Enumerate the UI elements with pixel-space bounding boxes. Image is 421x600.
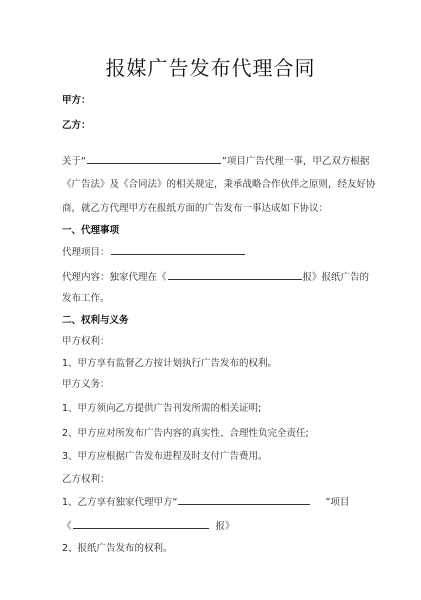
party-a-label: 甲方： (62, 95, 91, 106)
document-title: 报媒广告发布代理合同 (105, 56, 316, 80)
party-b-rights-item-2: 2、报纸广告发布的权利。 (62, 543, 173, 554)
party-a-duties-label: 甲方义务： (62, 379, 110, 390)
newspaper-name-blank[interactable] (168, 269, 302, 280)
party-b-project-blank[interactable] (178, 494, 310, 505)
agency-project-label: 代理项目： (62, 247, 110, 258)
party-a-duties-item-2: 2、甲方应对所发布广告内容的真实性、合理性负完全责任; (62, 428, 309, 439)
agency-project-blank[interactable] (111, 244, 245, 255)
party-b-rights-1-line2-suffix: 报》 (215, 521, 235, 532)
agency-content-prefix: 代理内容：独家代理在《 (62, 272, 167, 283)
party-b-newspaper-blank[interactable] (73, 518, 209, 529)
party-b-rights-label: 乙方权利： (62, 474, 110, 485)
intro-line-1 (62, 153, 369, 169)
intro-prefix: 关于“ (62, 156, 86, 167)
party-b-label: 乙方： (62, 120, 91, 131)
intro-line-3: 商，就乙方代理甲方在报纸方面的广告发布一事达成如下协议： (62, 203, 329, 214)
agency-content-line-2: 发布工作。 (62, 293, 110, 304)
party-a-rights-label: 甲方权利： (62, 336, 110, 347)
party-a-duties-item-1: 1、甲方须向乙方提供广告刊发所需的相关证明; (62, 403, 262, 414)
project-name-blank[interactable] (87, 153, 221, 164)
party-b-rights-item-1-line-2 (62, 518, 235, 534)
intro-line-2: 《广告法》及《合同法》的相关规定，秉承战略合作伙伴之原则，经友好协 (62, 179, 376, 190)
agency-project-line (62, 244, 246, 260)
section-1-heading: 一、代理事项 (62, 225, 120, 236)
agency-content-line (62, 269, 369, 285)
party-a-rights-item-1: 1、甲方享有监督乙方按计划执行广告发布的权利。 (62, 358, 278, 369)
section-2-heading: 二、权利与义务 (62, 315, 129, 326)
party-a-duties-item-3: 3、甲方应根据广告发布进程及时支付广告费用。 (62, 451, 268, 462)
intro-suffix: ”项目广告代理一事，甲乙双方根据 (221, 156, 370, 167)
party-b-rights-item-1 (62, 494, 349, 510)
party-b-rights-1-prefix: 1、乙方享有独家代理甲方“ (62, 497, 178, 508)
party-b-rights-1-suffix: ”项目 (325, 497, 350, 508)
party-b-rights-1-line2-prefix: 《 (62, 521, 72, 532)
agency-content-suffix: 报》报纸广告的 (302, 272, 370, 283)
